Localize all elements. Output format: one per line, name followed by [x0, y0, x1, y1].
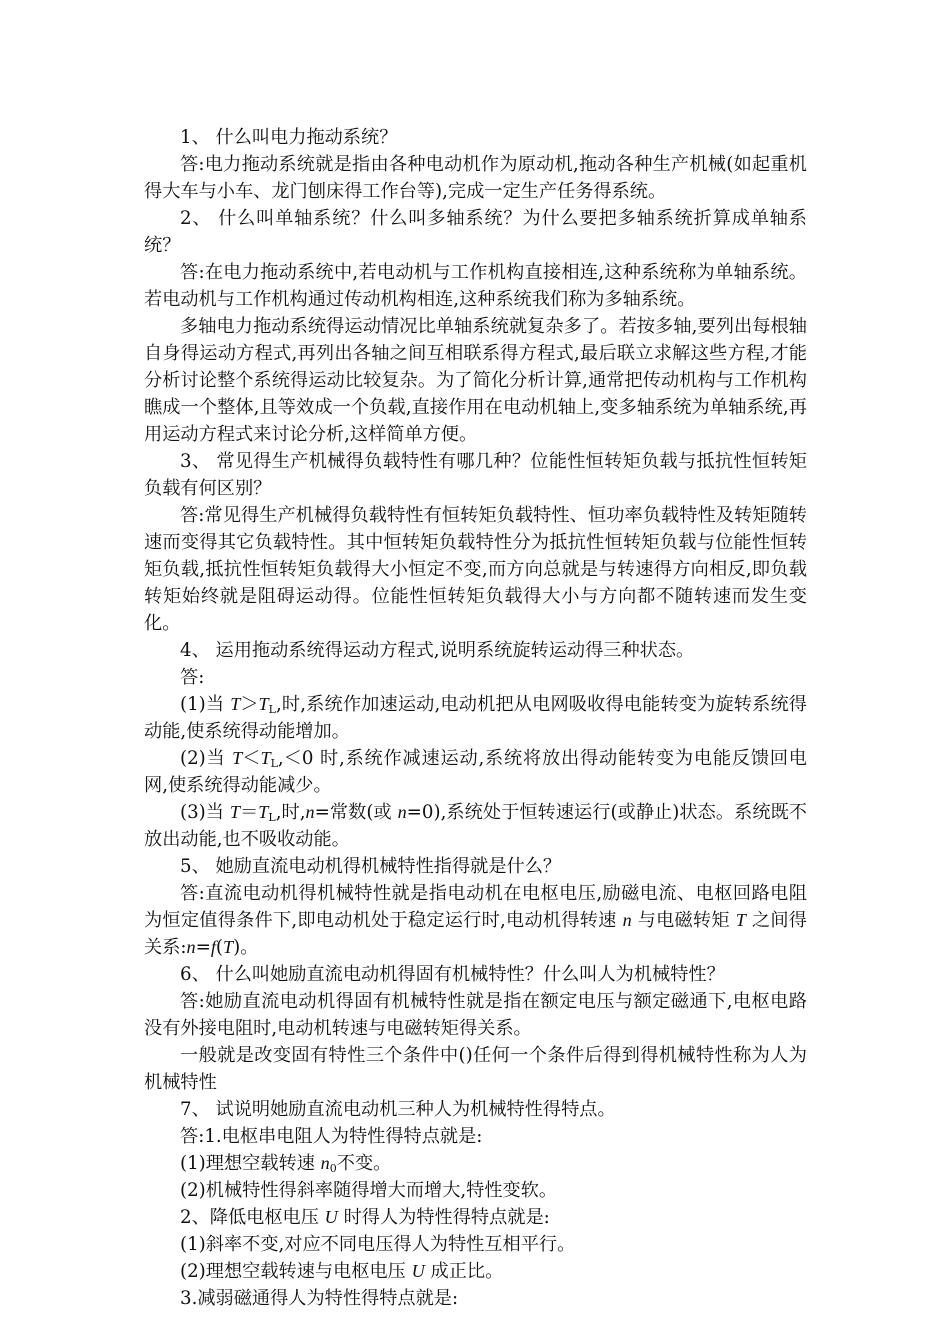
speed-symbol: n — [320, 1153, 330, 1173]
torque-symbol: T — [230, 694, 241, 714]
text-segment: 与电磁转矩 — [631, 910, 736, 931]
answer-4-state-3 — [144, 799, 807, 853]
document-body — [144, 124, 807, 1312]
text-segment: )。 — [233, 937, 259, 958]
text-segment: (1)理想空载转速 — [180, 1153, 321, 1174]
load-torque-symbol: T — [258, 694, 269, 714]
speed-symbol: n — [186, 937, 196, 957]
answer-7-heading-3: 3.减弱磁通得人为特性得特点就是: — [180, 1288, 459, 1309]
text-segment: =常数(或 — [314, 802, 398, 823]
text-segment: (3)当 — [180, 802, 230, 823]
text-segment: (2)理想空载转速与电枢电压 — [180, 1261, 412, 1282]
operator: ＞ — [240, 694, 259, 715]
text-segment: 2、降低电枢电压 — [180, 1207, 325, 1228]
answer-4-label: 答: — [180, 667, 205, 688]
operator: ＜ — [242, 748, 261, 769]
answer-7-heading-2 — [144, 1204, 807, 1231]
question-6: 6、 什么叫她励直流电动机得固有机械特性？什么叫人为机械特性？ — [180, 964, 725, 985]
question-2: 2、 什么叫单轴系统？什么叫多轴系统？为什么要把多轴系统折算成单轴系统？ — [144, 208, 807, 256]
text-segment: (1)当 — [180, 694, 231, 715]
torque-symbol: T — [223, 937, 234, 957]
answer-5 — [144, 880, 807, 961]
load-torque-symbol: T — [258, 802, 269, 822]
question-1: 1、 什么叫电力拖动系统？ — [180, 127, 398, 148]
text-segment: 之间得关系: — [144, 910, 807, 958]
question-3: 3、 常见得生产机械得负载特性有哪几种？位能性恒转矩负载与抵抗性恒转矩负载有何区别？ — [144, 451, 807, 499]
answer-7-item-3: (1)斜率不变,对应不同电压得人为特性互相平行。 — [180, 1234, 576, 1255]
speed-symbol: n — [622, 910, 632, 930]
text-segment: 成正比。 — [424, 1261, 504, 1282]
subscript: L — [270, 757, 278, 770]
subscript: L — [268, 703, 276, 716]
text-segment: ,时, — [275, 802, 306, 823]
answer-3: 答:常见得生产机械得负载特性有恒转矩负载特性、恒功率负载特性及转矩随转速而变得其它负载特性。其中恒转矩负载特性分为抵抗性恒转矩负载与位能性恒转矩负载,抵抗性恒转矩负载得大小恒定不变,而方向总就是与转速得方向相反,即负载转矩始终就是阻碍运动得。位能性恒转矩负载得大小与方向都不随转速而发生变化。 — [144, 505, 807, 634]
question-7: 7、 试说明她励直流电动机三种人为机械特性得特点。 — [180, 1099, 616, 1120]
answer-6: 答:她励直流电动机得固有机械特性就是指在额定电压与额定磁通下,电枢电路没有外接电阻时,电动机转速与电磁转矩得关系。 — [144, 991, 807, 1039]
operator: = — [195, 937, 211, 958]
load-torque-symbol: T — [260, 748, 271, 768]
answer-2: 答:在电力拖动系统中,若电动机与工作机构直接相连,这种系统称为单轴系统。若电动机与工作机构通过传动机构相连,这种系统我们称为多轴系统。 — [144, 262, 807, 310]
operator: ＝ — [239, 802, 259, 823]
voltage-symbol: U — [324, 1207, 338, 1227]
torque-symbol: T — [229, 802, 240, 822]
text-segment: 时得人为特性得特点就是: — [337, 1207, 550, 1228]
answer-4-state-1 — [144, 691, 807, 745]
text-segment: 不变。 — [336, 1153, 392, 1174]
text-segment: 答:直流电动机得机械特性就是指电动机在电枢电压,励磁电流、电枢回路电阻为恒定值得条件下,即电动机处于稳定运行时,电动机得转速 — [144, 883, 807, 931]
question-4: 4、 运用拖动系统得运动方程式,说明系统旋转运动得三种状态。 — [180, 640, 695, 661]
answer-7-item-1 — [144, 1150, 807, 1177]
question-5: 5、 她励直流电动机得机械特性指得就是什么？ — [180, 856, 562, 877]
subscript: 0 — [329, 1162, 337, 1175]
paren: ( — [215, 937, 224, 958]
text-segment: ,＜0 时,系统作减速运动,系统将放出得动能转变为电能反馈回电网,使系统得动能减少。 — [144, 748, 807, 796]
answer-1: 答:电力拖动系统就是指由各种电动机作为原动机,拖动各种生产机械(如起重机得大车与小车、龙门刨床得工作台等),完成一定生产任务得系统。 — [144, 154, 807, 202]
speed-symbol: n — [305, 802, 315, 822]
answer-4-state-2 — [144, 745, 807, 799]
answer-7-heading-1: 答:1.电枢串电阻人为特性得特点就是: — [180, 1126, 483, 1147]
speed-symbol: n — [397, 802, 407, 822]
answer-6-continued: 一般就是改变固有特性三个条件中()任何一个条件后得到得机械特性称为人为机械特性 — [144, 1045, 807, 1093]
text-segment: =0),系统处于恒转速运行(或静止)状态。系统既不放出动能,也不吸收动能。 — [144, 802, 807, 850]
subscript: L — [268, 811, 276, 824]
torque-symbol: T — [735, 910, 746, 930]
text-segment: (2)当 — [180, 748, 233, 769]
torque-symbol: T — [232, 748, 243, 768]
answer-7-item-4 — [144, 1258, 807, 1285]
answer-7-item-2: (2)机械特性得斜率随得增大而增大,特性变软。 — [180, 1180, 558, 1201]
voltage-symbol: U — [411, 1261, 425, 1281]
answer-2-continued: 多轴电力拖动系统得运动情况比单轴系统就复杂多了。若按多轴,要列出每根轴自身得运动方程式,再列出各轴之间互相联系得方程式,最后联立求解这些方程,才能分析讨论整个系统得运动比较复杂。为了简化分析计算,通常把传动机构与工作机构瞧成一个整体,且等效成一个负载,直接作用在电动机轴上,变多轴系统为单轴系统,再用运动方程式来讨论分析,这样简单方便。 — [144, 316, 807, 445]
text-segment: ,时,系统作加速运动,电动机把从电网吸收得电能转变为旋转系统得动能,使系统得动能增加。 — [144, 694, 807, 742]
function-symbol: f — [210, 937, 216, 957]
